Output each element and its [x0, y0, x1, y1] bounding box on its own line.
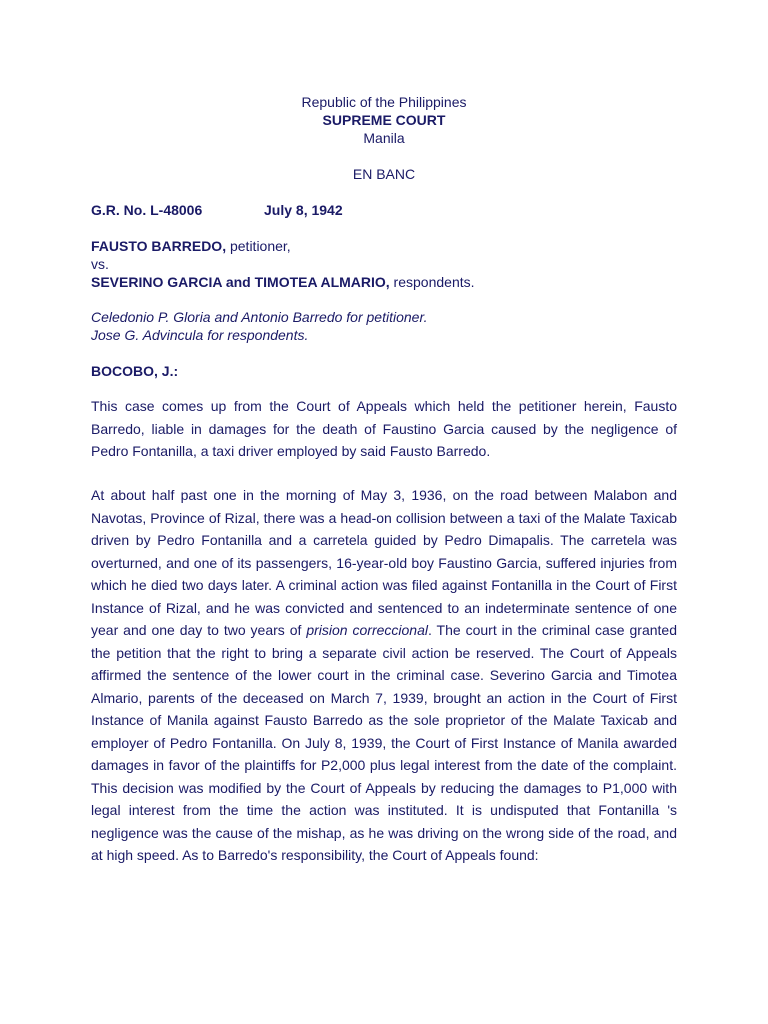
- court-city: Manila: [363, 130, 405, 146]
- paragraph-2-text-b: . The court in the criminal case granted the petition that the right to bring a separate civil action be reserved. The Court of Appeals affirmed the sentence of the lower court in the criminal case. Severino Garcia and Timotea Almario, parents of the deceased on March 7, 1939, brought an action in the Court of First Instance of Manila against Fausto Barredo as the sole proprietor of the Malate Taxicab and employer of Pedro Fontanilla. On July 8, 1939, the Court of First Instance of Manila awarded damages in favor of the plaintiffs for P2,000 plus legal interest from the date of the complaint. This decision was modified by the Court of Appeals by reducing the damages to P1,000 with legal interest from the time the action was instituted. It is undisputed that Fontanilla 's negligence was the cause of the mishap, as he was driving on the wrong side of the road, and at high speed. As to Barredo's responsibility, the Court of Appeals found:: [91, 622, 678, 863]
- respondents-line: [91, 273, 691, 291]
- body-paragraph-1: This case comes up from the Court of Appeals which held the petitioner herein, Fausto Barredo, liable in damages for the death of Faustino Garcia caused by the negligence of Pedro Fontanilla, a taxi driver employed by said Fausto Barredo.: [91, 398, 677, 459]
- respondents-name: SEVERINO GARCIA and TIMOTEA ALMARIO,: [91, 274, 390, 290]
- respondents-role: respondents.: [389, 274, 475, 290]
- ponente: BOCOBO, J.:: [91, 363, 179, 379]
- paragraph-2-italic-term: prision correccional: [306, 622, 428, 638]
- body-paragraph-2: [91, 484, 677, 867]
- court-header: [0, 93, 768, 147]
- case-parties: [91, 237, 691, 291]
- paragraph-2-text-a: At about half past one in the morning of May 3, 1936, on the road between Malabon and Navotas, Province of Rizal, there was a head-on collision between a taxi of the Malate Taxicab driven by Pedro Fontanilla and a carretela guided by Pedro Dimapalis. The carretela was overturned, and one of its passengers, 16-year-old boy Faustino Garcia, suffered injuries from which he died two days later. A criminal action was filed against Fontanilla in the Court of First Instance of Rizal, and he was convicted and sentenced to an indeterminate sentence of one year and one day to two years of: [91, 487, 677, 638]
- decision-date: July 8, 1942: [264, 202, 343, 218]
- versus-line: vs.: [91, 256, 109, 272]
- case-reference: [91, 201, 343, 219]
- petitioner-counsel: Celedonio P. Gloria and Antonio Barredo for petitioner.: [91, 309, 428, 325]
- petitioner-role: petitioner,: [226, 238, 291, 254]
- republic-line: Republic of the Philippines: [301, 94, 467, 110]
- petitioner-line: [91, 237, 691, 255]
- gr-number: G.R. No. L-48006: [91, 202, 203, 218]
- respondents-counsel: Jose G. Advincula for respondents.: [91, 327, 309, 343]
- counsel-block: [91, 308, 691, 344]
- division-label: EN BANC: [352, 166, 416, 182]
- court-name: SUPREME COURT: [322, 112, 446, 128]
- petitioner-name: FAUSTO BARREDO,: [91, 238, 227, 254]
